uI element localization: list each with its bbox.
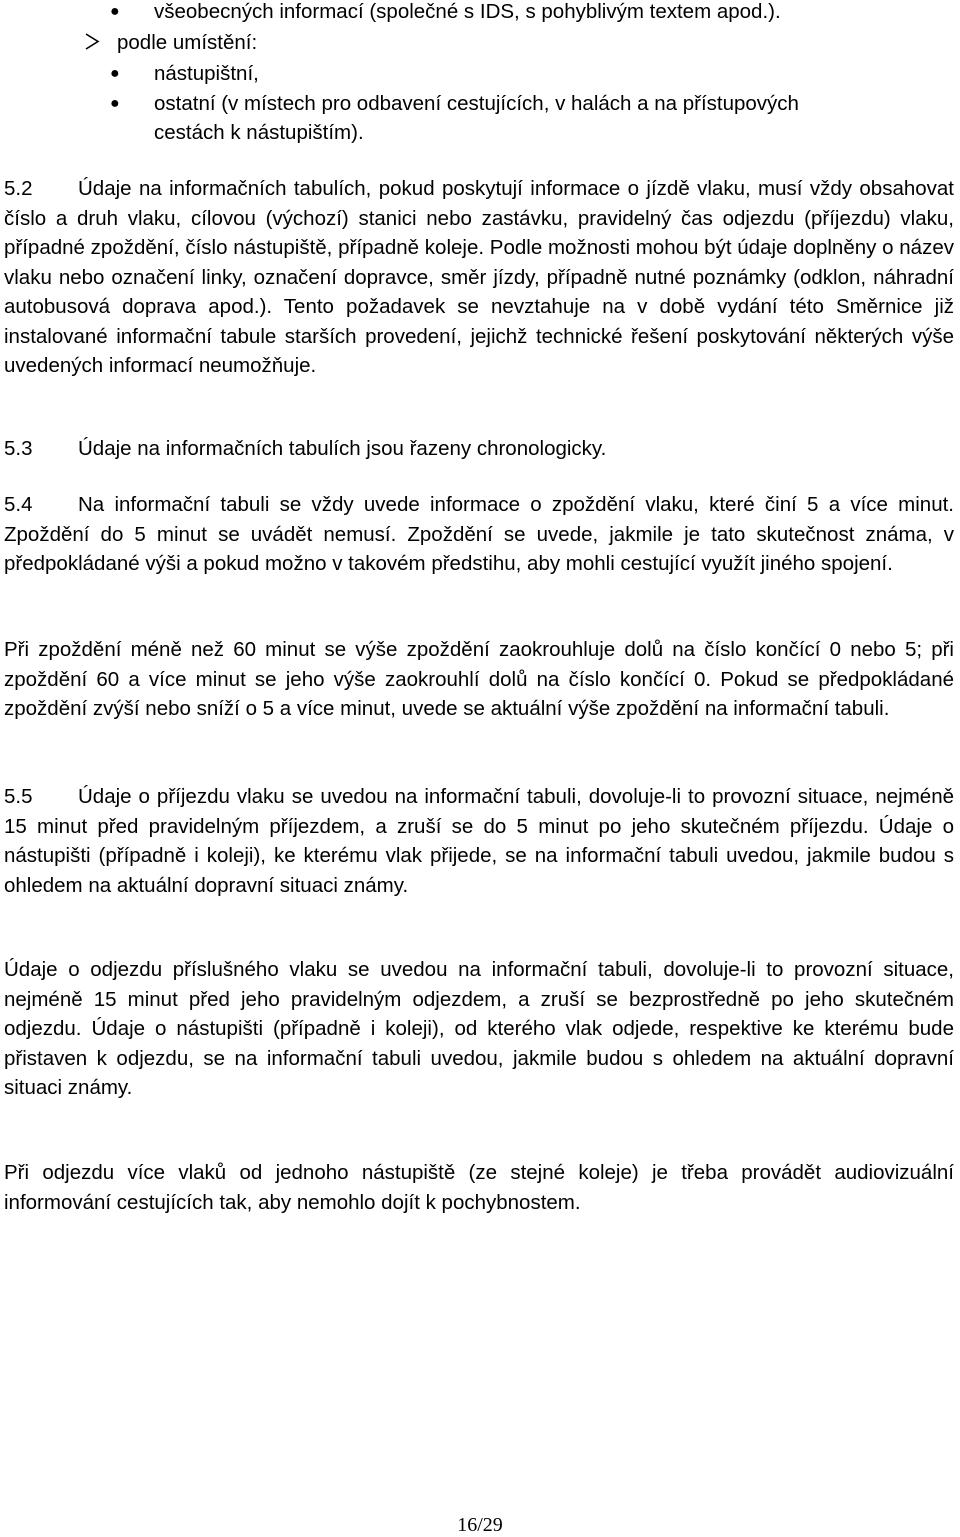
list-item-text: podle umístění: (117, 31, 258, 54)
section-text: Údaje na informačních tabulích jsou řazeny chronologicky. (78, 437, 607, 460)
section-5-4 (4, 490, 954, 579)
page-number: 16/29 (457, 1514, 503, 1536)
list-item-text: nástupištní, (154, 62, 259, 85)
bullet-icon: ● (110, 95, 120, 112)
arrow-bullet-icon (84, 28, 102, 61)
section-number: 5.2 (4, 177, 33, 200)
section-text: Údaje na informačních tabulích, pokud poskytují informace o jízdě vlaku, musí vždy obsahovat číslo a druh vlaku, cílovou (výchozí) stanici nebo zastávku, pravidelný čas odjezdu (příjezdu) vlaku, případné zpoždění, číslo nástupiště, případně koleje. Podle možnosti mohou být údaje doplněny o název vlaku nebo označení linky, označení dopravce, směr jízdy, případně nutné poznámky (odklon, náhradní autobusová doprava apod.). Tento požadavek se nevztahuje na v době vydání této Směrnice již instalované informační tabule starších provedení, jejichž technické řešení poskytování některých výše uvedených informací neumožňuje. (4, 177, 954, 377)
section-number: 5.5 (4, 785, 33, 808)
section-5-5 (4, 782, 954, 900)
section-5-2 (4, 174, 954, 381)
list-item-text: cestách k nástupištím). (154, 121, 364, 144)
section-text: Údaje o příjezdu vlaku se uvedou na informační tabuli, dovoluje-li to provozní situace, nejméně 15 minut před pravidelným příjezdem, a zruší se do 5 minut po jeho skutečném příjezdu. Údaje o nástupišti (případně i koleji), ke kterému vlak přijede, se na informační tabuli uvedou, jakmile budou s ohledem na aktuální dopravní situaci známy. (4, 785, 954, 897)
section-number: 5.3 (4, 437, 33, 460)
section-5-3 (4, 434, 954, 464)
section-number: 5.4 (4, 493, 33, 516)
section-5-5-paragraph: Při odjezdu více vlaků od jednoho nástupiště (ze stejné koleje) je třeba provádět audiovizuální informování cestujících tak, aby nemohlo dojít k pochybnostem. (4, 1161, 954, 1214)
list-item-text: všeobecných informací (společné s IDS, s pohyblivým textem apod.). (154, 0, 781, 23)
section-5-4-paragraph: Při zpoždění méně než 60 minut se výše zpoždění zaokrouhluje dolů na číslo končící 0 nebo 5; při zpoždění 60 a více minut se jeho výše zaokrouhlí dolů na číslo končící 0. Pokud se předpokládané zpoždění zvýší nebo sníží o 5 a více minut, uvede se aktuální výše zpoždění na informační tabuli. (4, 638, 954, 720)
section-5-5-paragraph: Údaje o odjezdu příslušného vlaku se uvedou na informační tabuli, dovoluje-li to provozní situace, nejméně 15 minut před jeho pravidelným odjezdem, a zruší se bezprostředně po jeho skutečném odjezdu. Údaje o nástupišti (případně i koleji), od kterého vlak odjede, respektive ke kterému bude přistaven k odjezdu, se na informační tabuli uvedou, jakmile budou s ohledem na aktuální dopravní situaci známy. (4, 958, 954, 1099)
section-text: Na informační tabuli se vždy uvede informace o zpoždění vlaku, které činí 5 a více minut. Zpoždění do 5 minut se uvádět nemusí. Zpoždění se uvede, jakmile je tato skutečnost známa, v předpokládané výši a pokud možno v takovém předstihu, aby mohli cestující využít jiného spojení. (4, 493, 954, 575)
list-item-text: ostatní (v místech pro odbavení cestujících, v halách a na přístupových (154, 92, 799, 115)
bullet-icon: ● (110, 65, 120, 82)
bullet-icon: ● (110, 3, 120, 20)
